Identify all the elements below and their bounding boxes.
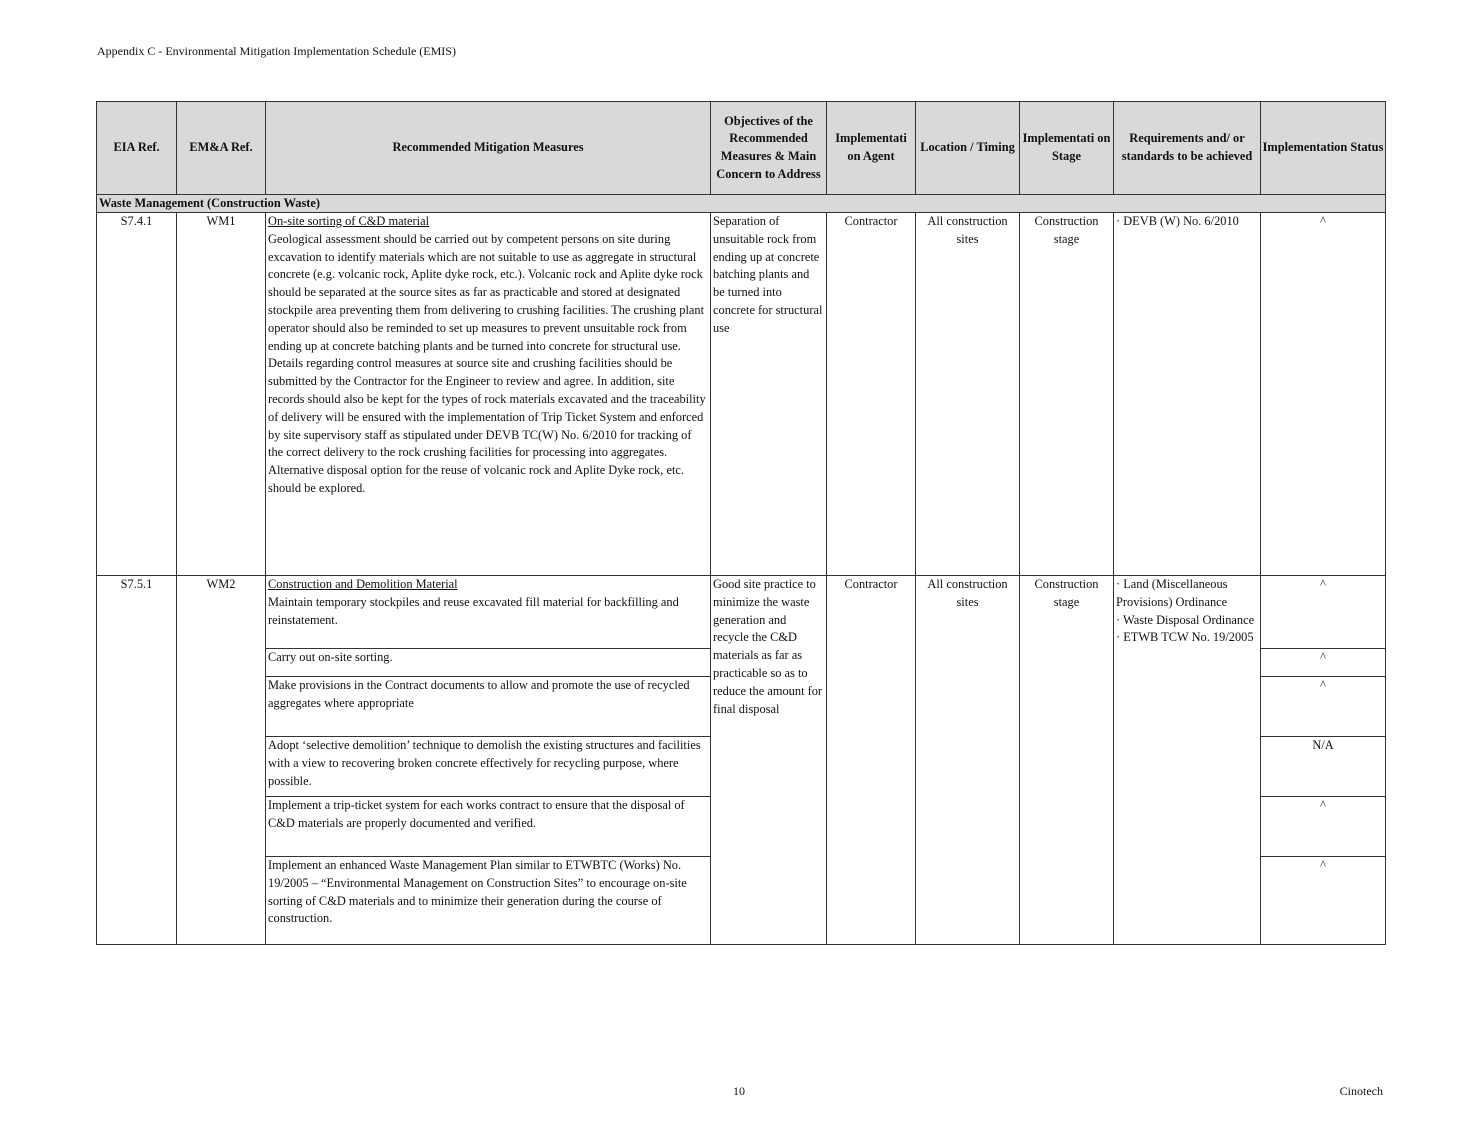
- col-header-objectives: Objectives of the Recommended Measures & Main Concern to Address: [711, 102, 827, 195]
- measure-title: On-site sorting of C&D material: [268, 214, 430, 228]
- agent: Contractor: [827, 213, 916, 576]
- section-title: Waste Management (Construction Waste): [97, 195, 1386, 213]
- table-row: [97, 213, 1386, 576]
- measure-text: Maintain temporary stockpiles and reuse excavated fill material for backfilling and reinstatement.: [268, 594, 679, 627]
- measure-cell: [266, 213, 711, 576]
- status: ^: [1261, 797, 1386, 857]
- status: ^: [1261, 213, 1386, 576]
- objective: Good site practice to minimize the waste generation and recycle the C&D materials as far as practicable so as to reduce the amount for final disposal: [711, 576, 827, 945]
- col-header-agent: Implementati on Agent: [827, 102, 916, 195]
- col-header-ema-ref: EM&A Ref.: [177, 102, 266, 195]
- measure-text: Carry out on-site sorting.: [266, 649, 711, 677]
- status: N/A: [1261, 737, 1386, 797]
- measure-text: Make provisions in the Contract documents to allow and promote the use of recycled aggregates where appropriate: [266, 677, 711, 737]
- status: ^: [1261, 576, 1386, 649]
- eia-ref: S7.5.1: [97, 576, 177, 945]
- company-name: Cinotech: [1339, 1084, 1383, 1098]
- measure-title: Construction and Demolition Material: [268, 577, 458, 591]
- emis-table: [96, 101, 1386, 945]
- section-row: [97, 195, 1386, 213]
- location: All construction sites: [916, 213, 1020, 576]
- col-header-location: Location / Timing: [916, 102, 1020, 195]
- measure-text: Implement a trip-ticket system for each works contract to ensure that the disposal of C&D materials are properly documented and verified.: [266, 797, 711, 857]
- requirements: · Land (Miscellaneous Provisions) Ordinance · Waste Disposal Ordinance · ETWB TCW No. 19/2005: [1114, 576, 1261, 945]
- page-header: Appendix C - Environmental Mitigation Implementation Schedule (EMIS): [97, 44, 456, 58]
- status: ^: [1261, 857, 1386, 945]
- col-header-measures: Recommended Mitigation Measures: [266, 102, 711, 195]
- page-number: 10: [733, 1084, 745, 1098]
- col-header-eia-ref: EIA Ref.: [97, 102, 177, 195]
- eia-ref: S7.4.1: [97, 213, 177, 576]
- agent: Contractor: [827, 576, 916, 945]
- status: ^: [1261, 649, 1386, 677]
- requirements: · DEVB (W) No. 6/2010: [1114, 213, 1261, 576]
- stage: Construction stage: [1020, 576, 1114, 945]
- measure-cell: [266, 576, 711, 649]
- measure-text: Geological assessment should be carried out by competent persons on site during excavation to identify materials which are not suitable to use as aggregate in structural concrete (e.g. volcanic rock, Aplite dyke rock, etc.). Volcanic rock and Aplite dyke rock should be separated at the source sites as far as practicable and stored at designated stockpile area preventing them from delivering to crushing facilities. The crushing plant operator should also be reminded to set up measures to prevent unsuitable rock from ending up at concrete batching plants and be turned into concrete for structural use. Details regarding control measures at source site and crushing facilities should be submitted by the Contractor for the Engineer to review and agree. In addition, site records should also be kept for the types of rock materials excavated and the traceability of delivery will be ensured with the implementation of Trip Ticket System and enforced by site supervisory staff as stipulated under DEVB TC(W) No. 6/2010 for tracking of the correct delivery to the rock crushing facilities for processing into aggregates. Alternative disposal option for the reuse of volcanic rock and Aplite Dyke rock, etc. should be explored.: [268, 231, 706, 495]
- col-header-stage: Implementati on Stage: [1020, 102, 1114, 195]
- table-row: [97, 576, 1386, 649]
- measure-text: Adopt ‘selective demolition’ technique to demolish the existing structures and facilities with a view to recovering broken concrete effectively for recycling purpose, where possible.: [266, 737, 711, 797]
- col-header-status: Implementation Status: [1261, 102, 1386, 195]
- location: All construction sites: [916, 576, 1020, 945]
- table-header-row: [97, 102, 1386, 195]
- ema-ref: WM1: [177, 213, 266, 576]
- measure-text: Implement an enhanced Waste Management Plan similar to ETWBTC (Works) No. 19/2005 – “Environmental Management on Construction Sites” to encourage on-site sorting of C&D materials and to minimize their generation during the course of construction.: [266, 857, 711, 945]
- ema-ref: WM2: [177, 576, 266, 945]
- col-header-requirements: Requirements and/ or standards to be achieved: [1114, 102, 1261, 195]
- stage: Construction stage: [1020, 213, 1114, 576]
- status: ^: [1261, 677, 1386, 737]
- objective: Separation of unsuitable rock from ending up at concrete batching plants and be turned into concrete for structural use: [711, 213, 827, 576]
